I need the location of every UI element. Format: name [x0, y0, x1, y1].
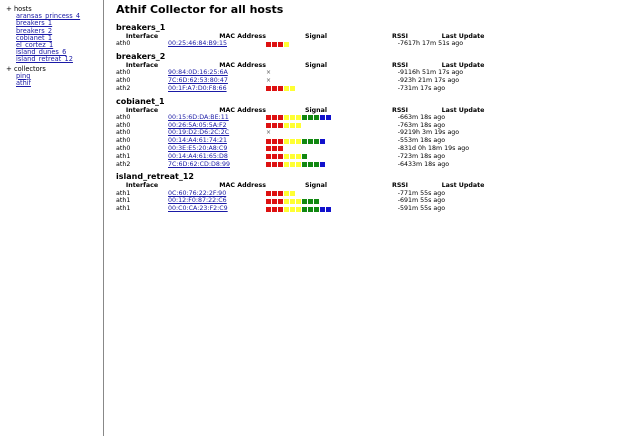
- host-table: [116, 182, 518, 213]
- signal-bar-red: [266, 86, 271, 91]
- signal-bar-green: [302, 154, 307, 159]
- host-name: island_retreat_12: [116, 172, 194, 182]
- mac-cell: [168, 129, 266, 137]
- nav-link-breakers_1[interactable]: breakers_1: [16, 19, 53, 28]
- signal-meter: [266, 190, 366, 198]
- signal-bar-green: [314, 139, 319, 144]
- signal-cell: [266, 137, 366, 145]
- signal-bar-yellow: [284, 123, 289, 128]
- signal-cell: [266, 205, 366, 213]
- signal-bar-green: [308, 199, 313, 204]
- signal-meter: [266, 137, 366, 145]
- rssi-cell: -76: [397, 121, 408, 129]
- signal-bar-blue: [326, 115, 331, 120]
- page-title: Athif Collector for all hosts: [116, 3, 284, 16]
- signal-bar-red: [266, 199, 271, 204]
- signal-bar-blue: [320, 207, 325, 212]
- mac-cell: [168, 145, 266, 153]
- interface-cell: ath1: [116, 152, 131, 160]
- column-header-interface: Interface: [125, 106, 159, 114]
- nav-list: [16, 13, 103, 63]
- table-row: [116, 205, 518, 213]
- signal-bar-green: [302, 162, 307, 167]
- signal-bar-green: [308, 139, 313, 144]
- mac-cell: [168, 114, 266, 122]
- signal-bar-blue: [320, 115, 325, 120]
- rssi-cell: -76: [397, 40, 408, 48]
- signal-bar-yellow: [284, 207, 289, 212]
- signal-meter: [266, 122, 366, 130]
- signal-bar-red: [278, 154, 283, 159]
- column-header-update: Last Update: [441, 33, 485, 40]
- signal-bar-red: [272, 139, 277, 144]
- signal-bar-yellow: [290, 154, 295, 159]
- mac-cell: [168, 137, 266, 145]
- signal-bar-green: [314, 199, 319, 204]
- signal-bar-green: [302, 115, 307, 120]
- table-row: [116, 197, 518, 205]
- signal-bar-red: [266, 139, 271, 144]
- signal-bar-red: [272, 207, 277, 212]
- mac-address-link[interactable]: 00:26:5A:05:5A:F2: [168, 121, 227, 129]
- table-row: [116, 114, 518, 122]
- signal-bar-red: [266, 191, 271, 196]
- signal-bar-green: [308, 115, 313, 120]
- interface-cell: ath0: [116, 69, 131, 77]
- host-table: [116, 33, 518, 48]
- interface-cell: ath2: [116, 160, 131, 168]
- nav-item: [16, 56, 103, 63]
- last-update-cell: 3h 21m 17s ago: [408, 77, 460, 84]
- nav-item: [16, 80, 103, 87]
- signal-meter: [266, 129, 366, 137]
- rssi-cell: -91: [397, 69, 408, 77]
- signal-cell: [266, 190, 366, 198]
- mac-cell: [168, 161, 266, 169]
- signal-bar-yellow: [290, 191, 295, 196]
- nav-group-label: collectors: [14, 64, 46, 73]
- interface-cell: ath0: [116, 137, 131, 145]
- signal-bar-yellow: [284, 199, 289, 204]
- last-update-cell: 3m 18s ago: [408, 152, 446, 160]
- expand-icon[interactable]: +: [6, 5, 12, 13]
- no-signal-icon: ×: [266, 69, 272, 77]
- last-update-cell: 1d 0h 18m 19s ago: [408, 144, 470, 152]
- column-header-update: Last Update: [441, 106, 485, 114]
- signal-bar-red: [272, 199, 277, 204]
- column-header-update: Last Update: [441, 182, 485, 190]
- signal-meter: [266, 69, 366, 77]
- signal-bar-red: [272, 86, 277, 91]
- column-header-signal: Signal: [304, 106, 328, 114]
- signal-cell: [266, 153, 366, 161]
- interface-cell: ath0: [116, 121, 131, 129]
- signal-bar-yellow: [284, 115, 289, 120]
- signal-bar-red: [278, 146, 283, 151]
- mac-cell: [168, 153, 266, 161]
- signal-bar-yellow: [290, 123, 295, 128]
- signal-cell: [266, 145, 366, 153]
- signal-bar-red: [272, 162, 277, 167]
- rssi-cell: -59: [397, 205, 408, 213]
- rssi-cell: -55: [397, 137, 408, 145]
- interface-cell: ath0: [116, 129, 131, 137]
- sidebar: [0, 0, 104, 436]
- signal-bar-blue: [320, 162, 325, 167]
- no-signal-icon: ×: [266, 77, 272, 84]
- column-header-update: Last Update: [441, 62, 485, 69]
- mac-address-link[interactable]: 90:84:0D:16:25:6A: [168, 69, 228, 77]
- rssi-cell: -77: [397, 189, 408, 197]
- signal-bar-yellow: [284, 154, 289, 159]
- mac-cell: [168, 190, 266, 198]
- table-row: [116, 40, 518, 48]
- table-header-row: [116, 62, 518, 69]
- table-header-row: [116, 33, 518, 40]
- signal-bar-blue: [320, 139, 325, 144]
- table-row: [116, 153, 518, 161]
- table-row: [116, 122, 518, 130]
- mac-cell: [168, 122, 266, 130]
- nav-link-cobianet_1[interactable]: cobianet_1: [16, 33, 53, 42]
- signal-bar-red: [278, 139, 283, 144]
- signal-cell: [266, 69, 366, 77]
- nav-link-breakers_2[interactable]: breakers_2: [16, 26, 53, 35]
- mac-address-link[interactable]: 00:C0:CA:23:F2:C9: [168, 205, 228, 213]
- signal-bar-green: [308, 207, 313, 212]
- signal-cell: [266, 161, 366, 169]
- column-header-signal: Signal: [304, 62, 328, 69]
- last-update-cell: 1m 17s ago: [408, 84, 446, 92]
- mac-address-link[interactable]: 7C:6D:62:53:80:47: [168, 77, 228, 84]
- last-update-cell: 1m 55s ago: [408, 197, 446, 205]
- signal-bar-green: [302, 139, 307, 144]
- mac-address-link[interactable]: 00:14:A4:61:74:21: [168, 137, 227, 145]
- rssi-cell: -92: [397, 77, 408, 84]
- signal-bar-red: [278, 162, 283, 167]
- column-header-signal: Signal: [304, 182, 328, 190]
- signal-bar-red: [266, 146, 271, 151]
- table-row: [116, 137, 518, 145]
- signal-bar-yellow: [296, 123, 301, 128]
- signal-cell: [266, 40, 366, 48]
- last-update-cell: 33m 18s ago: [408, 160, 450, 168]
- mac-cell: [168, 40, 266, 48]
- signal-bar-red: [272, 42, 277, 47]
- signal-bar-red: [272, 154, 277, 159]
- signal-cell: [266, 197, 366, 205]
- mac-address-link[interactable]: 7C:6D:62:CD:D8:99: [168, 160, 230, 168]
- host-section: [116, 172, 636, 213]
- signal-bar-blue: [326, 207, 331, 212]
- column-header-rssi: RSSI: [392, 106, 408, 114]
- signal-cell: [266, 114, 366, 122]
- no-signal-icon: ×: [266, 129, 272, 137]
- signal-bar-red: [266, 207, 271, 212]
- column-header-mac: MAC Address: [219, 33, 266, 40]
- signal-bar-red: [266, 123, 271, 128]
- signal-bar-yellow: [290, 162, 295, 167]
- signal-bar-yellow: [284, 86, 289, 91]
- signal-meter: [266, 85, 366, 93]
- signal-bar-red: [278, 123, 283, 128]
- column-header-mac: MAC Address: [219, 106, 266, 114]
- last-update-cell: 19h 3m 19s ago: [408, 129, 460, 137]
- host-table: [116, 107, 518, 169]
- signal-bar-yellow: [296, 154, 301, 159]
- column-header-interface: Interface: [125, 33, 159, 40]
- signal-meter: [266, 153, 366, 161]
- signal-bar-yellow: [290, 86, 295, 91]
- nav-link-island_retreat_12[interactable]: island_retreat_12: [16, 55, 73, 64]
- signal-bar-red: [278, 86, 283, 91]
- table-header-row: [116, 182, 518, 189]
- signal-bar-red: [278, 199, 283, 204]
- last-update-cell: 1m 55s ago: [408, 205, 446, 213]
- interface-cell: ath0: [116, 144, 131, 152]
- signal-bar-yellow: [284, 191, 289, 196]
- table-row: [116, 190, 518, 198]
- interface-cell: ath0: [116, 113, 131, 121]
- nav-link-aransas_princess_4[interactable]: aransas_princess_4: [16, 12, 81, 21]
- table-row: [116, 145, 518, 153]
- table-row: [116, 77, 518, 85]
- column-header-signal: Signal: [304, 33, 328, 40]
- signal-bar-green: [302, 207, 307, 212]
- mac-address-link[interactable]: 00:25:46:84:B9:15: [168, 40, 227, 48]
- signal-bar-red: [278, 207, 283, 212]
- host-table: [116, 62, 518, 93]
- signal-bar-yellow: [290, 199, 295, 204]
- signal-meter: [266, 40, 366, 48]
- rssi-cell: -64: [397, 160, 408, 168]
- table-header-row: [116, 107, 518, 114]
- host-section: [116, 23, 636, 48]
- table-row: [116, 85, 518, 93]
- interface-cell: ath0: [116, 40, 131, 48]
- signal-meter: [266, 77, 366, 85]
- signal-bar-red: [278, 191, 283, 196]
- host-name: breakers_2: [116, 52, 166, 61]
- signal-bar-yellow: [296, 199, 301, 204]
- mac-cell: [168, 85, 266, 93]
- signal-bar-yellow: [290, 207, 295, 212]
- signal-cell: [266, 85, 366, 93]
- interface-cell: ath1: [116, 197, 131, 205]
- column-header-mac: MAC Address: [219, 62, 266, 69]
- signal-cell: [266, 129, 366, 137]
- signal-bar-yellow: [290, 139, 295, 144]
- host-name: cobianet_1: [116, 96, 165, 106]
- signal-bar-red: [272, 191, 277, 196]
- signal-bar-green: [314, 162, 319, 167]
- mac-cell: [168, 205, 266, 213]
- hosts-list: [116, 23, 636, 213]
- last-update-cell: 1m 55s ago: [408, 189, 446, 197]
- signal-bar-yellow: [284, 139, 289, 144]
- mac-address-link[interactable]: 00:14:A4:61:65:D8: [168, 152, 228, 160]
- rssi-cell: -73: [397, 84, 408, 92]
- signal-bar-red: [278, 115, 283, 120]
- nav-link-ping[interactable]: ping: [16, 71, 31, 80]
- last-update-cell: 3m 18s ago: [408, 121, 446, 129]
- signal-bar-yellow: [284, 162, 289, 167]
- signal-meter: [266, 145, 366, 153]
- nav-link-athif[interactable]: athif: [16, 79, 31, 88]
- column-header-rssi: RSSI: [392, 182, 408, 190]
- signal-meter: [266, 161, 366, 169]
- signal-bar-yellow: [296, 139, 301, 144]
- last-update-cell: 16h 51m 17s ago: [408, 69, 464, 77]
- column-header-interface: Interface: [125, 182, 159, 190]
- rssi-cell: -66: [397, 113, 408, 121]
- signal-bar-yellow: [284, 42, 289, 47]
- mac-address-link[interactable]: 0C:60:76:22:2F:90: [168, 189, 227, 197]
- expand-icon[interactable]: +: [6, 64, 12, 73]
- mac-cell: [168, 77, 266, 85]
- host-section: [116, 52, 636, 93]
- last-update-cell: 3m 18s ago: [408, 113, 446, 121]
- signal-bar-red: [266, 162, 271, 167]
- host-name: breakers_1: [116, 23, 166, 32]
- nav-list: [16, 73, 103, 87]
- mac-address-link[interactable]: 00:3E:E5:20:A8:C9: [168, 144, 228, 152]
- nav-link-el_cortez_1[interactable]: el_cortez_1: [16, 41, 54, 50]
- signal-cell: [266, 77, 366, 85]
- rssi-cell: -72: [397, 152, 408, 160]
- interface-cell: ath1: [116, 189, 131, 197]
- table-row: [116, 69, 518, 77]
- mac-cell: [168, 69, 266, 77]
- mac-address-link[interactable]: 00:19:D2:D6:2C:2C: [168, 129, 230, 137]
- signal-meter: [266, 114, 366, 122]
- column-header-interface: Interface: [125, 62, 159, 69]
- rssi-cell: -69: [397, 197, 408, 205]
- signal-bar-green: [302, 199, 307, 204]
- nav-link-island_dunes_6[interactable]: island_dunes_6: [16, 48, 67, 57]
- mac-address-link[interactable]: 00:15:6D:DA:BE:11: [168, 113, 229, 121]
- interface-cell: ath0: [116, 77, 131, 84]
- signal-bar-yellow: [296, 162, 301, 167]
- table-row: [116, 129, 518, 137]
- mac-cell: [168, 197, 266, 205]
- signal-bar-yellow: [296, 115, 301, 120]
- mac-address-link[interactable]: 00:12:F0:87:22:C6: [168, 197, 227, 205]
- signal-bar-red: [266, 154, 271, 159]
- interface-cell: ath2: [116, 84, 131, 92]
- signal-bar-green: [308, 162, 313, 167]
- signal-bar-green: [314, 115, 319, 120]
- signal-bar-red: [272, 115, 277, 120]
- column-header-rssi: RSSI: [392, 33, 408, 40]
- column-header-mac: MAC Address: [219, 182, 266, 190]
- signal-bar-red: [278, 42, 283, 47]
- signal-meter: [266, 205, 366, 213]
- mac-address-link[interactable]: 00:1F:A7:D0:F8:66: [168, 84, 227, 92]
- nav-group-label: hosts: [14, 5, 32, 13]
- last-update-cell: 3m 18s ago: [408, 137, 446, 145]
- signal-cell: [266, 122, 366, 130]
- signal-bar-red: [266, 42, 271, 47]
- signal-meter: [266, 197, 366, 205]
- signal-bar-red: [272, 123, 277, 128]
- host-section: [116, 97, 636, 169]
- interface-cell: ath1: [116, 205, 131, 213]
- rssi-cell: -92: [397, 129, 408, 137]
- signal-bar-red: [272, 146, 277, 151]
- column-header-rssi: RSSI: [392, 62, 408, 69]
- signal-bar-yellow: [296, 207, 301, 212]
- signal-bar-red: [266, 115, 271, 120]
- table-row: [116, 161, 518, 169]
- main-content: [116, 0, 636, 213]
- last-update-cell: 17h 17m 51s ago: [408, 40, 464, 48]
- rssi-cell: -83: [397, 144, 408, 152]
- signal-bar-green: [314, 207, 319, 212]
- signal-bar-yellow: [290, 115, 295, 120]
